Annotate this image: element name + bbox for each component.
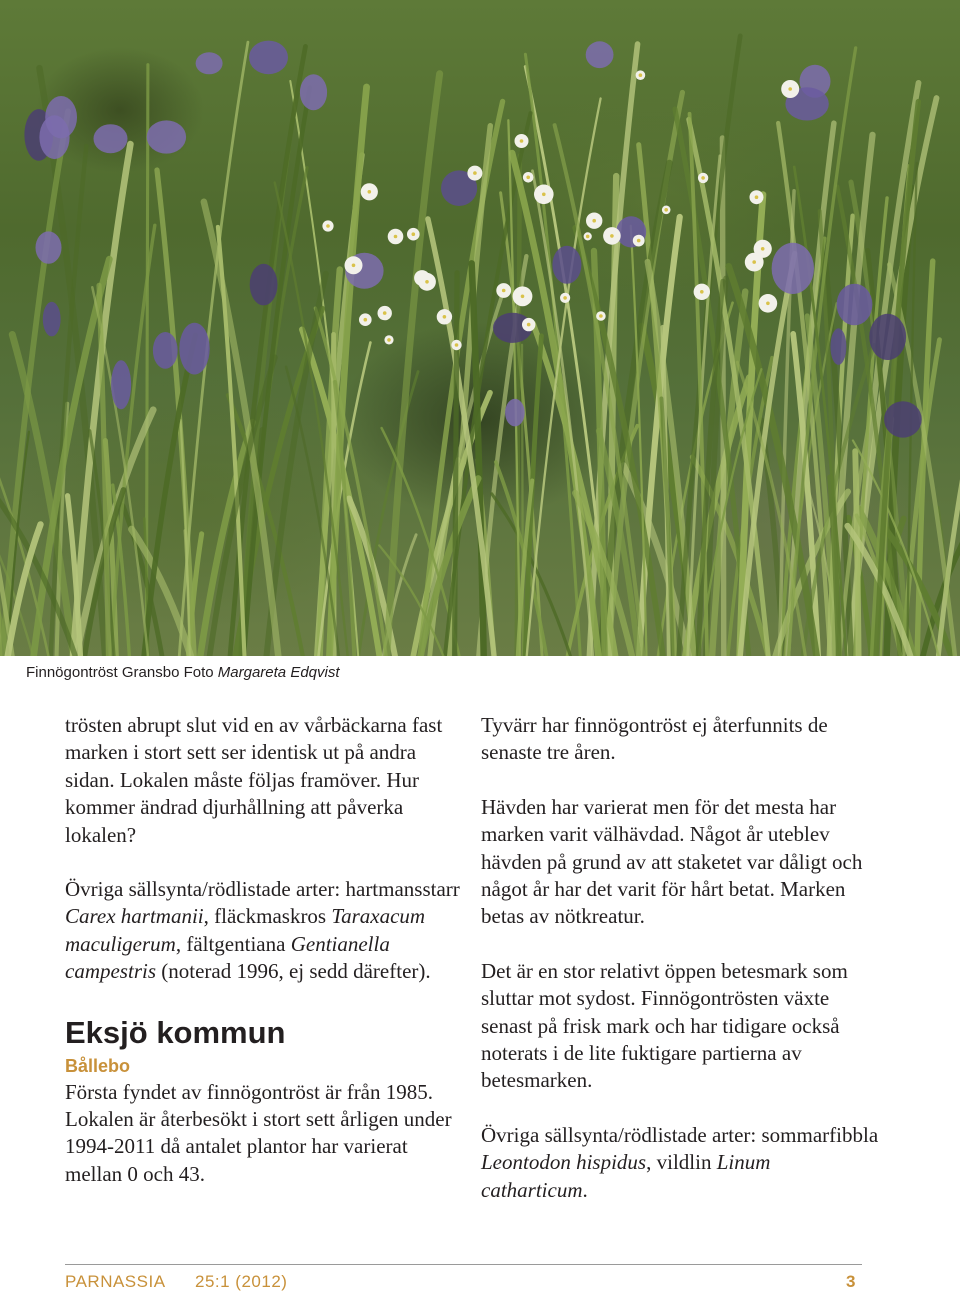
eyebright-center (639, 73, 643, 77)
eyebright-center (700, 290, 704, 294)
grass-blade (855, 451, 858, 656)
eyebright-center (542, 193, 546, 197)
species-name: Linum catharticum (481, 1150, 771, 1202)
selfheal-flower (830, 328, 846, 365)
left-paragraph-2 (65, 876, 460, 986)
selfheal-flower (36, 231, 62, 263)
eyebright-center (752, 260, 756, 264)
selfheal-flower (196, 52, 223, 74)
selfheal-flower (111, 360, 131, 409)
eyebright-center (368, 190, 372, 194)
selfheal-flower (179, 323, 209, 375)
eyebright-center (412, 232, 416, 236)
footer-divider (65, 1264, 862, 1265)
page-number: 3 (846, 1272, 856, 1291)
text-span: (noterad 1996, ej sedd därefter). (156, 959, 431, 984)
eyebright-center (563, 296, 567, 300)
text-span: Övriga sällsynta/rödlistade arter: sommarfibbla (481, 1122, 879, 1147)
eyebright-center (520, 139, 524, 143)
caption-author: Margareta Edqvist (217, 664, 340, 681)
eyebright-center (394, 235, 398, 239)
text-span: , fältgentiana (175, 931, 291, 956)
selfheal-flower (300, 74, 327, 110)
selfheal-flower (837, 284, 873, 326)
species-name: Gentianella campestris (65, 931, 390, 984)
eyebright-center (599, 314, 603, 318)
selfheal-flower (552, 246, 581, 284)
caption-text: Finnögontröst Gransbo Foto (26, 664, 218, 681)
species-name: Taraxacum maculigerum (65, 904, 426, 956)
locality-subheading: Bållebo (65, 1055, 131, 1076)
left-paragraph-1: trösten abrupt slut vid en av vårbäckarna fast marken i stort sett ser identisk ut på andra sidan. Lokalen måste följas framöver. Hur kommer ändrad djurhållning att påverka lokalen? (65, 713, 443, 847)
selfheal-flower (147, 120, 186, 153)
eyebright-center (443, 315, 447, 319)
eyebright-center (455, 343, 459, 347)
grass-blade (472, 263, 484, 656)
eyebright-center (326, 224, 330, 228)
eyebright-center (352, 264, 356, 268)
eyebright-center (788, 87, 792, 91)
right-column (481, 712, 881, 1231)
journal-name: PARNASSIA (65, 1272, 166, 1291)
page-footer (65, 1272, 862, 1296)
text-span: , fläckmaskros (203, 904, 332, 929)
eyebright-center (364, 318, 368, 322)
eyebright-center (637, 239, 641, 243)
selfheal-flower (505, 399, 525, 427)
selfheal-flower (772, 243, 814, 294)
text-span: Övriga sällsynta/rödlistade arter: hartmansstarr (65, 877, 460, 902)
eyebright-center (766, 302, 770, 306)
eyebright-center (586, 235, 590, 239)
right-paragraph-3: Det är en stor relativt öppen betesmark som sluttar mot sydost. Finnögontrösten växte senast på frisk mark och har tidigare också noterats i de lite fuktigare partierna av betesmarken. (481, 958, 848, 1093)
selfheal-flower (884, 401, 922, 437)
eyebright-center (521, 295, 525, 299)
eyebright-center (592, 219, 596, 223)
eyebright-center (425, 280, 429, 284)
species-name: Leontodon hispidus (481, 1150, 647, 1175)
right-paragraph-2: Hävden har varierat men för det mesta har marken varit välhävdad. Något år uteblev hävden på grund av att staketet var dåligt och något år har det varit för hårt betat. Marken betas av nötkreatur. (481, 794, 863, 929)
eyebright-center (755, 195, 759, 199)
eyebright-center (383, 311, 387, 315)
photo-caption (26, 664, 340, 681)
grass-blade (454, 273, 457, 656)
section-heading: Eksjö kommun (65, 1014, 286, 1050)
selfheal-flower (153, 332, 178, 369)
eyebright-center (473, 171, 477, 175)
text-span: . (582, 1177, 588, 1202)
text-span: , vildlin (646, 1150, 717, 1175)
selfheal-flower (43, 302, 61, 337)
eyebright-center (761, 247, 765, 251)
selfheal-flower (249, 41, 288, 75)
eyebright-center (526, 176, 530, 180)
eyebright-center (502, 289, 506, 293)
left-paragraph-3: Första fyndet av finnögontröst är från 1985. Lokalen är återbesökt i stort sett årligen under 1994-2011 då antalet plantor har varierat mellan 0 och 43. (65, 1079, 452, 1186)
eyebright-center (701, 176, 705, 180)
right-paragraph-4 (481, 1122, 881, 1204)
eyebright-center (527, 323, 531, 327)
eyebright-center (387, 338, 391, 342)
eyebright-center (664, 208, 668, 212)
right-paragraph-1: Tyvärr har finnögontröst ej återfunnits de senaste tre åren. (481, 713, 828, 765)
selfheal-flower (39, 115, 69, 159)
journal-issue: 25:1 (2012) (195, 1272, 288, 1291)
selfheal-flower (94, 124, 128, 153)
left-column (65, 712, 460, 1215)
species-name: Carex hartmanii (65, 904, 204, 929)
selfheal-flower (869, 314, 906, 360)
selfheal-flower (586, 41, 614, 68)
selfheal-flower (250, 264, 278, 306)
eyebright-center (610, 234, 614, 238)
